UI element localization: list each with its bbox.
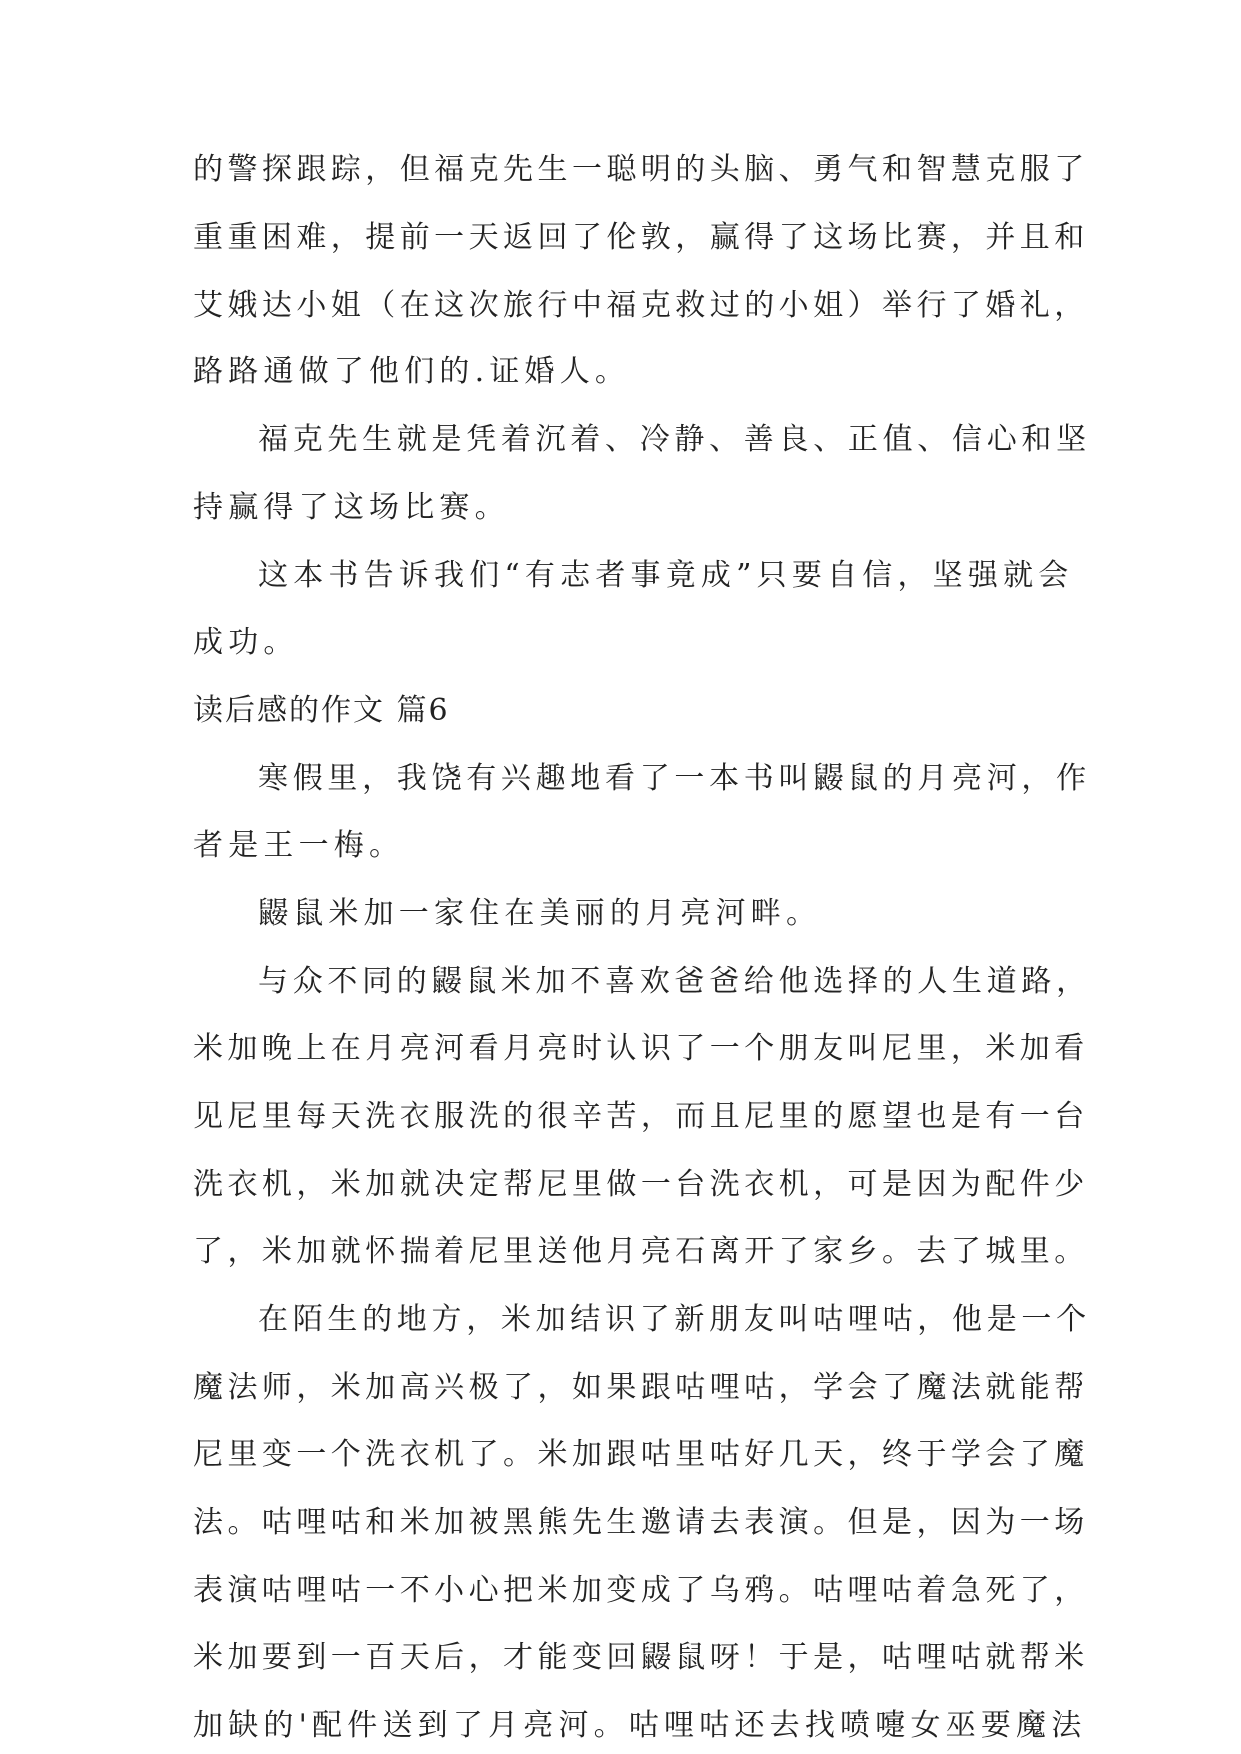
text-line-18: 在陌生的地方，米加结识了新朋友叫咕哩咕，他是一个: [258, 1302, 1091, 1337]
text-line-13: 与众不同的鼹鼠米加不喜欢爸爸给他选择的人生道路，: [258, 964, 1091, 999]
text-line-1: 的警探跟踪，但福克先生一聪明的头脑、勇气和智慧克服了: [193, 152, 1089, 187]
text-line-5: 福克先生就是凭着沉着、冷静、善良、正值、信心和坚: [258, 422, 1091, 457]
text-line-7: 这本书告诉我们“有志者事竟成”只要自信，坚强就会: [258, 558, 1074, 593]
text-line-3: 艾娥达小姐（在这次旅行中福克救过的小姐）举行了婚礼，: [193, 288, 1089, 323]
text-line-6: 持赢得了这场比赛。: [193, 490, 510, 525]
text-line-4: 路路通做了他们的.证婚人。: [193, 354, 631, 389]
text-line-10: 寒假里，我饶有兴趣地看了一本书叫鼹鼠的月亮河，作: [258, 761, 1091, 796]
text-line-15: 见尼里每天洗衣服洗的很辛苦，而且尼里的愿望也是有一台: [193, 1099, 1089, 1134]
text-line-17: 了，米加就怀揣着尼里送他月亮石离开了家乡。去了城里。: [193, 1234, 1089, 1269]
text-line-19: 魔法师，米加高兴极了，如果跟咕哩咕，学会了魔法就能帮: [193, 1370, 1089, 1405]
text-line-21: 法。咕哩咕和米加被黑熊先生邀请去表演。但是，因为一场: [193, 1505, 1089, 1540]
section-heading: 读后感的作文 篇6: [193, 693, 450, 728]
text-line-12: 鼹鼠米加一家住在美丽的月亮河畔。: [258, 896, 822, 931]
text-line-11: 者是王一梅。: [193, 828, 405, 863]
text-line-16: 洗衣机，米加就决定帮尼里做一台洗衣机，可是因为配件少: [193, 1167, 1089, 1202]
text-line-8: 成功。: [193, 625, 299, 660]
text-line-24: 加缺的'配件送到了月亮河。咕哩咕还去找喷嚏女巫要魔法: [193, 1708, 1087, 1743]
text-line-14: 米加晚上在月亮河看月亮时认识了一个朋友叫尼里，米加看: [193, 1031, 1089, 1066]
text-line-23: 米加要到一百天后，才能变回鼹鼠呀！于是，咕哩咕就帮米: [193, 1640, 1089, 1675]
text-line-20: 尼里变一个洗衣机了。米加跟咕里咕好几天，终于学会了魔: [193, 1437, 1089, 1472]
text-line-22: 表演咕哩咕一不小心把米加变成了乌鸦。咕哩咕着急死了，: [193, 1573, 1089, 1608]
text-line-2: 重重困难，提前一天返回了伦敦，赢得了这场比赛，并且和: [193, 220, 1089, 255]
